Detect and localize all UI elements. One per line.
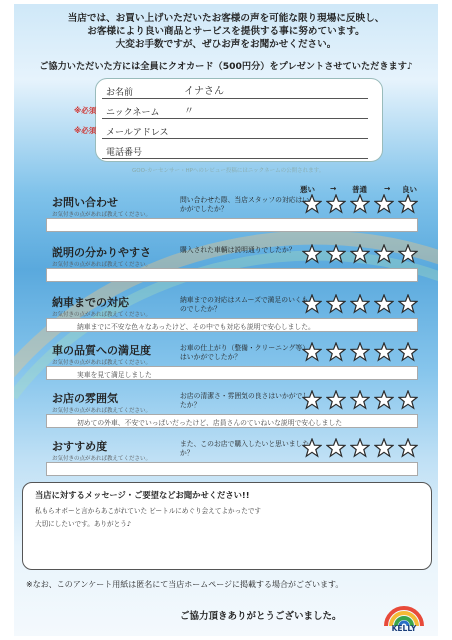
scale-normal: 普通 [352,185,367,194]
name-row [96,81,382,99]
message-line-1: 私もらオボーと言からあこがれていた ビートルにめぐり会えてよかったです [35,507,262,515]
section-comment-field[interactable]: 納車までに不安な色々なあったけど、その中でも対応も説明で安心しました。 [46,318,418,332]
star-icon[interactable] [302,194,322,214]
section-comment-field[interactable] [46,218,418,232]
section-comment-field[interactable]: 初めての外車、不安でいっぱいだったけど、店員さんのていねいな説明で安心しました [46,414,418,428]
star-icon[interactable] [374,390,394,410]
required-mark: ※必須 [74,126,97,135]
scale-arrow-2: → [384,184,391,193]
section-hint: お気付きの点があれば教えてください。 [52,456,152,462]
section-hint: お気付きの点があれば教えてください。 [52,262,152,268]
nickname-row [74,101,382,119]
star-rating[interactable] [302,390,422,410]
logo-text: KELLY [391,624,417,633]
star-icon[interactable] [350,244,370,264]
star-icon[interactable] [302,342,322,362]
section-title: おすすめ度 [52,440,108,453]
survey-sheet [14,4,438,636]
scale-good: 良い [402,185,417,194]
star-icon[interactable] [350,342,370,362]
section-comment-field[interactable] [46,462,418,476]
star-rating[interactable] [302,438,422,458]
scale-arrow-1: → [330,184,337,193]
email-label: メールアドレス [106,128,169,138]
section-title: 車の品質への満足度 [52,344,151,357]
star-icon[interactable] [374,294,394,314]
section-hint: お気付きの点があれば教えてください。 [52,212,152,218]
star-icon[interactable] [302,438,322,458]
section-question: お車の仕上がり（整備・クリーニング等）はいかがでしたか？ [180,344,310,361]
star-icon[interactable] [374,342,394,362]
star-icon[interactable] [350,194,370,214]
section-hint: お気付きの点があれば教えてください。 [52,408,152,414]
name-value[interactable]: イナさん [184,86,224,97]
star-icon[interactable] [326,244,346,264]
message-line-2: 大切にしたいです。ありがとう♪ [35,520,131,528]
message-text [35,505,427,531]
section-title: お問い合わせ [52,196,118,209]
section-question: 購入された車輌は説明通りでしたか？ [180,246,296,254]
star-icon[interactable] [302,244,322,264]
section-comment-field[interactable]: 実車を見て満足しました [46,366,418,380]
section-title: 説明の分かりやすさ [52,246,151,259]
star-icon[interactable] [398,244,418,264]
star-icon[interactable] [326,194,346,214]
star-icon[interactable] [374,438,394,458]
footnote: ※なお、このアンケート用紙は匿名にて当店ホームページに掲載する場合がございます。 [26,580,344,589]
intro-line-2: お客様により良い商品とサービスを提供する事に努めています。 [87,26,365,37]
star-rating[interactable] [302,194,422,214]
section-question: お店の清潔さ・雰囲気の良さはいかがでしたか？ [180,392,310,409]
section-hint: お気付きの点があれば教えてください。 [52,360,152,366]
star-icon[interactable] [398,342,418,362]
phone-label: 電話番号 [106,148,143,158]
section-hint: お気付きの点があれば教えてください。 [52,312,152,318]
message-title: 当店に対するメッセージ・ご要望などお聞かせください!! [35,490,250,500]
section-title: お店の雰囲気 [52,392,118,405]
star-icon[interactable] [350,438,370,458]
thanks-text: ご協力頂きありがとうございました。 [180,611,342,622]
star-rating[interactable] [302,342,422,362]
star-icon[interactable] [326,294,346,314]
star-rating[interactable] [302,244,422,264]
star-icon[interactable] [302,390,322,410]
section-question: 納車までの対応はスムーズで満足のいくものでしたか？ [180,296,309,313]
star-icon[interactable] [326,438,346,458]
star-icon[interactable] [302,294,322,314]
star-icon[interactable] [326,390,346,410]
scale-bad: 悪い [300,185,315,194]
campaign-text: ご協力いただいた方には全員にクオカード（500円分）をプレゼントさせていただきます♪ [39,61,413,72]
star-rating[interactable] [302,294,422,314]
intro-line-3: 大変お手数ですが、ぜひお声をお聞かせください。 [115,39,337,50]
nickname-note: GOO-カーセンサー・HPへのレビュー投稿にはニックネームの公開されます。 [132,168,325,174]
name-label: お名前 [106,88,134,98]
star-icon[interactable] [350,294,370,314]
phone-row [96,141,382,159]
star-icon[interactable] [398,390,418,410]
email-row [74,121,382,139]
nickname-label: ニックネーム [106,108,160,118]
section-question: また、このお店で購入したいと思いましたか？ [180,440,310,457]
star-icon[interactable] [326,342,346,362]
section-comment-field[interactable] [46,268,418,282]
intro-text [14,12,438,51]
customer-info-box [74,78,383,162]
section-title: 納車までの対応 [52,296,129,309]
star-icon[interactable] [374,244,394,264]
star-icon[interactable] [374,194,394,214]
nickname-value[interactable]: 〃 [184,106,194,117]
message-box[interactable] [22,482,432,570]
section-question: 問い合わせた際、当店スタッフの対応はいかがでしたか？ [180,196,310,213]
star-icon[interactable] [398,438,418,458]
star-icon[interactable] [350,390,370,410]
intro-line-1: 当店では、お買い上げいただいたお客様の声を可能な限り現場に反映し、 [67,13,385,24]
required-mark: ※必須 [74,106,97,115]
star-icon[interactable] [398,294,418,314]
star-icon[interactable] [398,194,418,214]
